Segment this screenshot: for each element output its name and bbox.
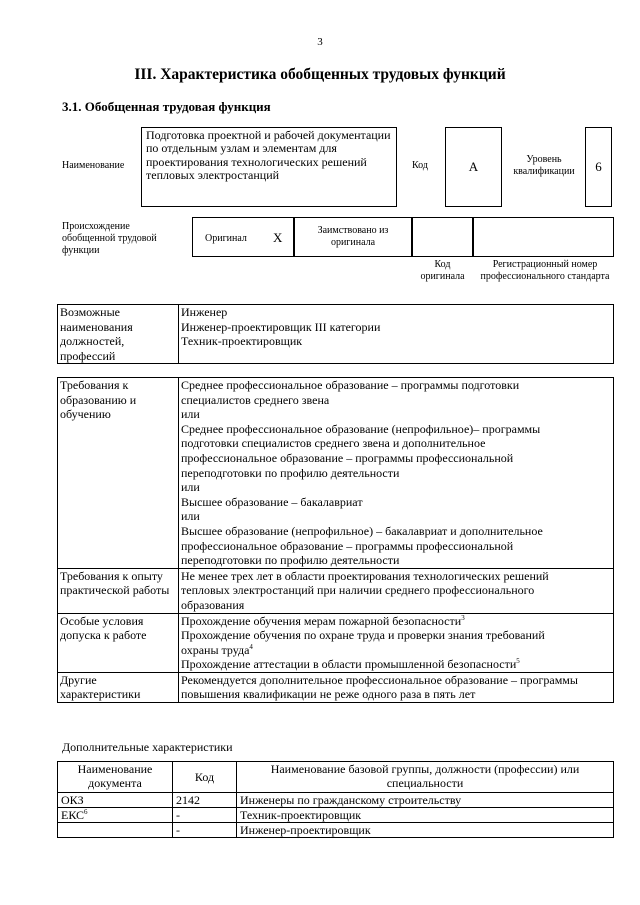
subsection-title: 3.1. Обобщенная трудовая функция bbox=[62, 99, 271, 114]
gtf-code-label: Код bbox=[412, 160, 428, 171]
gtf-name-value: Подготовка проектной и рабочей документации по отдельным узлам и элементам для проектирования технологических решений тепловых электростанций bbox=[141, 127, 397, 207]
origin-borrowed-cell bbox=[294, 217, 412, 257]
text-line: подготовки специалистов среднего звена и дополнительное bbox=[181, 436, 486, 451]
req-education-label: Требования к образованию и обучению bbox=[58, 378, 179, 569]
gtf-code-box bbox=[445, 127, 502, 207]
footnote-ref: 5 bbox=[516, 657, 520, 666]
text-line: или bbox=[181, 407, 200, 422]
origin-original-mark: X bbox=[273, 230, 283, 245]
req-other-label: Другие характеристики bbox=[58, 672, 179, 702]
text-line: Рекомендуется дополнительное профессиональное образование – программы bbox=[181, 672, 578, 687]
additional-table bbox=[57, 761, 614, 838]
footnote-ref: 6 bbox=[84, 808, 88, 816]
position-item: Техник-проектировщик bbox=[181, 334, 303, 349]
text-line: Не менее трех лет в области проектирования технологических решений bbox=[181, 568, 549, 583]
origin-reg-caption: Регистрационный номер профессионального стандарта bbox=[480, 259, 610, 282]
requirements-table bbox=[57, 377, 614, 703]
text-line: или bbox=[181, 480, 200, 495]
row-doc: ЕКС$^6$ bbox=[58, 808, 173, 823]
row-name: Инженер-проектировщик bbox=[237, 823, 614, 838]
req-admission-value bbox=[179, 613, 614, 672]
table-row bbox=[58, 793, 614, 808]
page-number: 3 bbox=[317, 36, 323, 48]
text-line: Высшее образование – бакалавриат bbox=[181, 494, 363, 509]
position-item: Инженер-проектировщик III категории bbox=[181, 319, 381, 334]
text-line: охраны труда$^4$ bbox=[181, 642, 253, 657]
row-code: 2142 bbox=[173, 793, 237, 808]
gtf-code-value: А bbox=[468, 159, 479, 174]
row-doc: ОКЗ bbox=[58, 793, 173, 808]
text-line: Прохождение обучения мерам пожарной безопасности$^3$ bbox=[181, 613, 465, 628]
table-row bbox=[58, 823, 614, 838]
origin-code-caption: Код оригинала bbox=[420, 259, 465, 282]
text-line: тепловых электростанций при наличии среднего профессионального bbox=[181, 583, 535, 598]
row-name: Инженеры по гражданскому строительству bbox=[237, 793, 614, 808]
text-line: повышения квалификации не реже одного раза в пять лет bbox=[181, 687, 476, 702]
header-code: Код bbox=[173, 762, 237, 793]
text-line: образования bbox=[181, 597, 245, 612]
section-title: III. Характеристика обобщенных трудовых функций bbox=[134, 66, 506, 83]
origin-reg-cell bbox=[473, 217, 614, 257]
positions-values bbox=[179, 305, 614, 364]
positions-label: Возможные наименования должностей, профессий bbox=[58, 305, 179, 364]
text-line: переподготовки по профилю деятельности bbox=[181, 553, 400, 568]
text-line: специалистов среднего звена bbox=[181, 392, 330, 407]
footnote-ref: 3 bbox=[461, 613, 465, 622]
header-name: Наименование базовой группы, должности (профессии) или специальности bbox=[237, 762, 614, 793]
gtf-level-label: Уровень квалификации bbox=[513, 154, 575, 177]
table-row bbox=[58, 808, 614, 823]
text-line: Прохождение обучения по охране труда и проверки знания требований bbox=[181, 628, 545, 643]
gtf-name-label: Наименование bbox=[62, 160, 125, 171]
req-experience-label: Требования к опыту практической работы bbox=[58, 568, 179, 613]
text-line: переподготовки по профилю деятельности bbox=[181, 465, 400, 480]
row-code: - bbox=[173, 808, 237, 823]
row-code: - bbox=[173, 823, 237, 838]
origin-label: Происхождение обобщенной трудовой функции bbox=[62, 221, 157, 256]
req-other-value bbox=[179, 672, 614, 702]
row-doc bbox=[58, 823, 173, 838]
row-name: Техник-проектировщик bbox=[237, 808, 614, 823]
position-item: Инженер bbox=[181, 305, 228, 319]
origin-original-label: Оригинал bbox=[205, 233, 247, 244]
origin-original-cell bbox=[192, 217, 294, 257]
text-line: профессиональное образование – программы профессиональной bbox=[181, 450, 514, 465]
additional-title: Дополнительные характеристики bbox=[62, 740, 233, 754]
positions-table bbox=[57, 304, 614, 364]
req-experience-value bbox=[179, 568, 614, 613]
req-admission-label: Особые условия допуска к работе bbox=[58, 613, 179, 672]
footnote-ref: 4 bbox=[249, 642, 253, 651]
origin-code-cell bbox=[412, 217, 473, 257]
text-line: Среднее профессиональное образование (непрофильное)– программы bbox=[181, 421, 541, 436]
gtf-level-value: 6 bbox=[595, 159, 602, 174]
header-doc: Наименование документа bbox=[58, 762, 173, 793]
text-line: Прохождение аттестации в области промышленной безопасности$^5$ bbox=[181, 657, 520, 672]
gtf-level-box bbox=[585, 127, 612, 207]
origin-borrowed-label: Заимствовано из оригинала bbox=[317, 225, 389, 248]
text-line: или bbox=[181, 509, 200, 524]
text-line: Среднее профессиональное образование – программы подготовки bbox=[181, 378, 520, 392]
text-line: Высшее образование (непрофильное) – бакалавриат и дополнительное bbox=[181, 523, 543, 538]
req-education-value bbox=[179, 378, 614, 569]
text-line: профессиональное образование – программы профессиональной bbox=[181, 538, 514, 553]
